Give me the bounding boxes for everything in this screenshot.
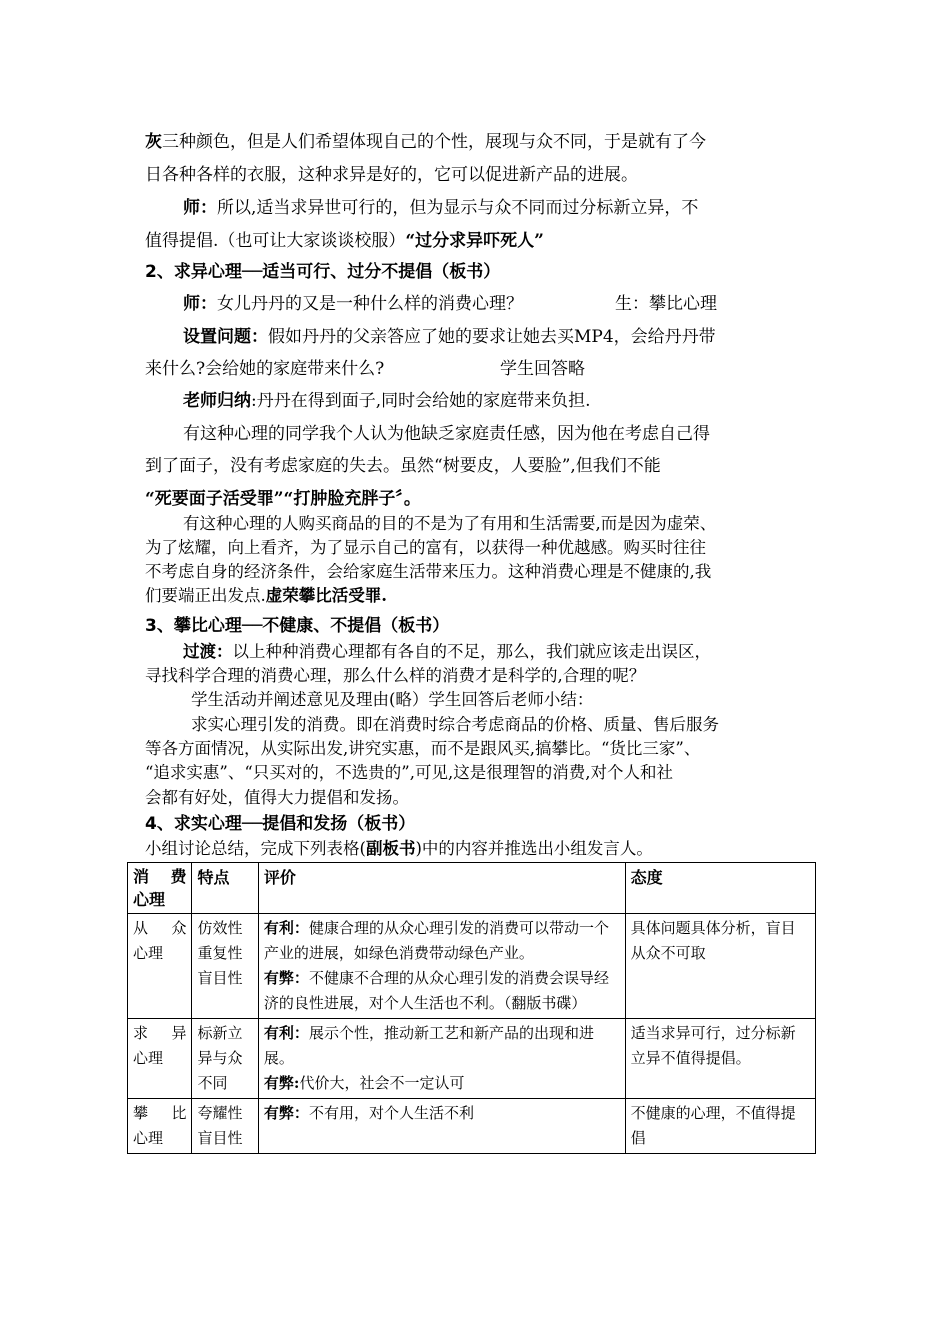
text: 生：攀比心理 [615, 294, 717, 314]
text: 女儿丹丹的又是一种什么样的消费心理？ [217, 294, 523, 314]
con-content: 不有用，对个人生活不利 [308, 1104, 474, 1122]
table-row [128, 914, 816, 1019]
paragraph-line: 有这种心理的人购买商品的目的不是为了有用和生活需要,而是因为虚荣、 [183, 514, 717, 533]
paragraph-line: 学生活动并阐述意见及理由(略）学生回答后老师小结： [191, 690, 594, 709]
bold-text: 灰 [145, 132, 162, 152]
attitude-cell: 适当求异可行，过分标新立异不值得提倡。 [625, 1019, 815, 1099]
paragraph-line: 有这种心理的同学我个人认为他缺乏家庭责任感，因为他在考虑自己得 [183, 424, 710, 444]
traits-cell: 仿效性重复性盲目性 [192, 914, 258, 1019]
paragraph-line: 等各方面情况，从实际出发,讲究实惠，而不是跟风买,搞攀比。“货比三家”、 [145, 739, 701, 758]
text: 以上种种消费心理都有各自的不足，那么，我们就应该走出误区， [232, 642, 711, 661]
paragraph-line [145, 132, 825, 152]
bold-label: 老师归纳 [183, 391, 251, 411]
evaluation-cell [258, 1019, 625, 1099]
speaker-label: 师： [183, 198, 217, 218]
con-text [264, 1071, 620, 1096]
header-cell: 评价 [258, 863, 625, 914]
paragraph-line: 求实心理引发的消费。即在消费时综合考虑商品的价格、质量、售后服务 [191, 715, 719, 734]
paragraph-line [145, 586, 825, 606]
paragraph-line: “死要面子活受罪”“打肿脸充胖子〞。 [145, 489, 421, 509]
type-cell: 从 众心理 [128, 914, 192, 1019]
traits-cell: 夸耀性盲目性 [192, 1099, 258, 1154]
bold-label: 过渡： [183, 642, 233, 661]
con-label: 有弊： [263, 1104, 309, 1122]
text: 所以,适当求异世可行的，但为显示与众不同而过分标新立异，不 [217, 198, 699, 218]
type-cell: 攀 比心理 [128, 1099, 192, 1154]
attitude-cell: 具体问题具体分析，盲目从众不可取 [625, 914, 815, 1019]
text: 们要端正出发点. [145, 586, 266, 605]
text: 假如丹丹的父亲答应了她的要求让她去买MP4，会给丹丹带 [268, 327, 716, 347]
paragraph-line [145, 359, 825, 379]
pro-text [264, 1021, 620, 1071]
section-heading-3: 3、攀比心理──不健康、不提倡（板书） [145, 616, 450, 636]
con-label: 有弊： [263, 969, 309, 987]
paragraph-line: 不考虑自身的经济条件，会给家庭生活带来压力。这种消费心理是不健康的,我 [145, 562, 712, 581]
paragraph-line: 到了面子，没有考虑家庭的失去。虽然“树要皮，人要脸”,但我们不能 [145, 456, 661, 476]
con-label: 有弊: [263, 1074, 300, 1092]
pro-label: 有利： [263, 1024, 309, 1042]
text: :丹丹在得到面子,同时会给她的家庭带来负担. [251, 391, 591, 411]
paragraph-line: 会都有好处，值得大力提倡和发扬。 [145, 788, 409, 807]
paragraph-line: 为了炫耀，向上看齐，为了显示自己的富有，以获得一种优越感。购买时往往 [145, 538, 706, 557]
text: 三种颜色，但是人们希望体现自己的个性，展现与众不同，于是就有了今 [162, 132, 706, 152]
text: 小组讨论总结，完成下列表格( [145, 839, 366, 858]
speaker-label: 师： [183, 294, 217, 314]
paragraph-line: 日各种各样的衣服，这种求异是好的，它可以促进新产品的进展。 [145, 165, 638, 185]
pro-content: 展示个性，推动新工艺和新产品的出现和进展。 [263, 1024, 594, 1067]
con-text [264, 966, 620, 1016]
text: )中的内容并推选出小组发言人。 [415, 839, 653, 858]
table-row [128, 1019, 816, 1099]
header-cell: 特点 [192, 863, 258, 914]
paragraph-line [145, 231, 825, 251]
section-heading-4: 4、求实心理──提倡和发扬（板书） [145, 814, 416, 834]
traits-cell: 标新立异与众不同 [192, 1019, 258, 1099]
header-cell: 消 费心理 [128, 863, 192, 914]
bold-text: 虚荣攀比活受罪. [265, 586, 387, 605]
paragraph-line [183, 294, 863, 314]
table-row [128, 1099, 816, 1154]
bold-text: “过分求异吓死人” [405, 231, 544, 251]
text: 学生回答略 [500, 359, 585, 379]
text: 值得提倡.（也可让大家谈谈校服） [145, 231, 406, 251]
paragraph-line: “追求实惠”、“只买对的，不选贵的”,可见,这是很理智的消费,对个人和社 [145, 763, 673, 782]
table-header-row [128, 863, 816, 914]
paragraph-line [183, 327, 863, 347]
con-content: 代价大，社会不一定认可 [299, 1074, 465, 1092]
header-cell: 态度 [625, 863, 815, 914]
con-text [264, 1101, 620, 1126]
paragraph-line [145, 839, 825, 859]
paragraph-line [183, 198, 863, 218]
evaluation-cell [258, 914, 625, 1019]
paragraph-line [183, 391, 863, 411]
text: 来什么?会给她的家庭带来什么? [145, 359, 385, 379]
section-heading-2: 2、求异心理──适当可行、过分不提倡（板书） [145, 262, 501, 282]
bold-text: 副板书 [365, 839, 416, 858]
evaluation-cell [258, 1099, 625, 1154]
paragraph-line: 寻找科学合理的消费心理，那么什么样的消费才是科学的,合理的呢？ [145, 666, 646, 685]
attitude-cell: 不健康的心理，不值得提倡 [625, 1099, 815, 1154]
paragraph-line [183, 642, 863, 662]
pro-label: 有利： [263, 919, 309, 937]
pro-text [264, 916, 620, 966]
con-content: 不健康不合理的从众心理引发的消费会误导经济的良性进展，对个人生活也不利。（翻版书碟） [263, 969, 609, 1012]
type-cell: 求 异心理 [128, 1019, 192, 1099]
consumer-psychology-table [127, 862, 816, 1154]
bold-label: 设置问题： [183, 327, 268, 347]
pro-content: 健康合理的从众心理引发的消费可以带动一个产业的进展，如绿色消费带动绿色产业。 [263, 919, 609, 962]
